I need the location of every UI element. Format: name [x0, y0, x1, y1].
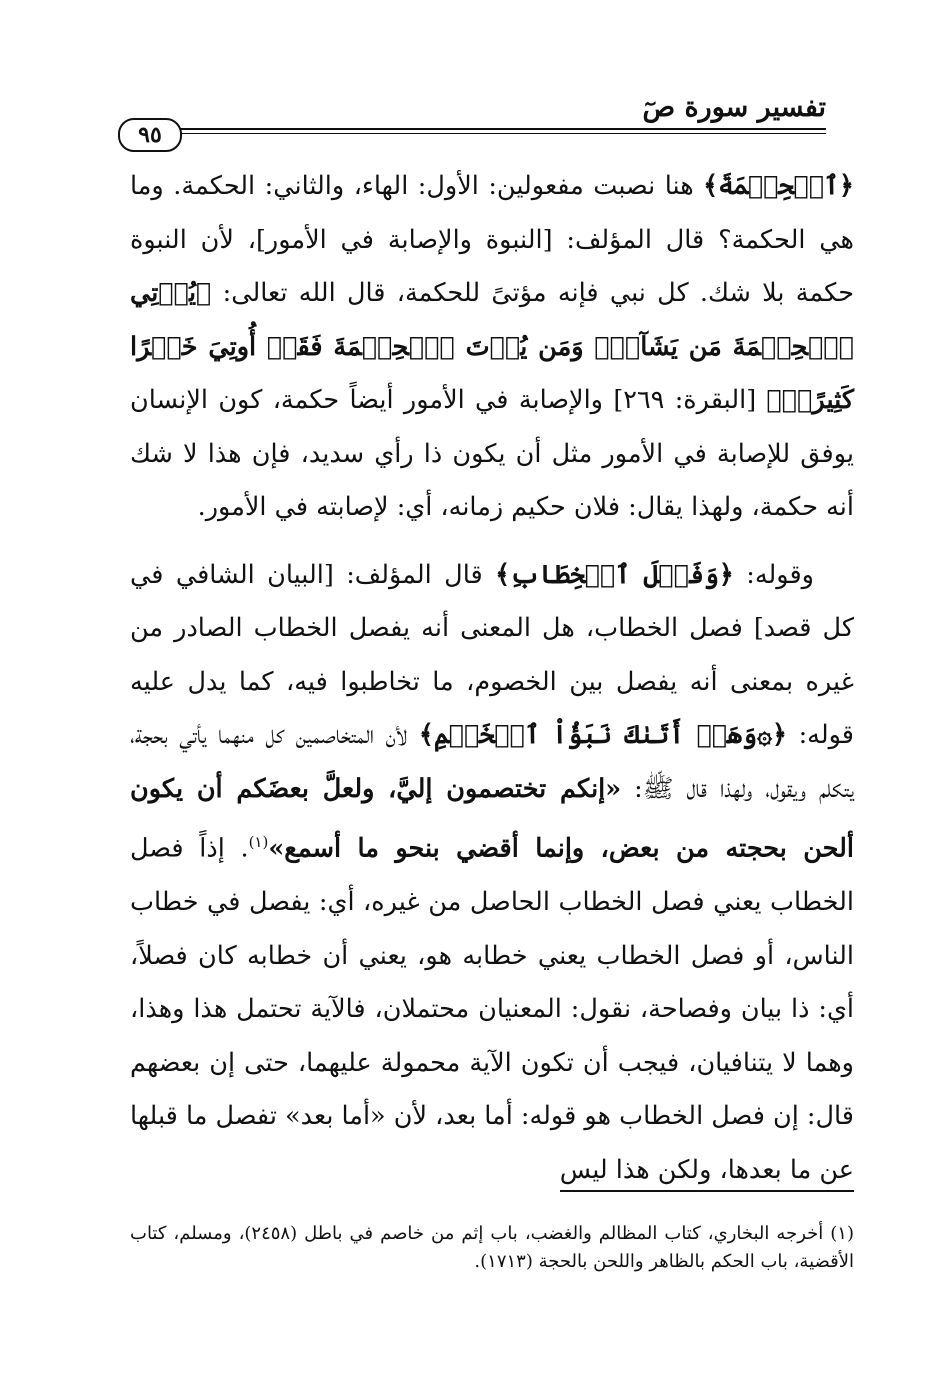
page-number-badge: ٩٥ — [118, 118, 182, 152]
quran-quote: ﴿ٱلۡحِكۡمَةَ﴾ — [703, 171, 854, 201]
header-rule — [178, 128, 826, 134]
footnote-reference[interactable]: (١) — [248, 833, 269, 851]
text-run: وقوله: — [733, 559, 814, 590]
body-text — [130, 160, 854, 1197]
footnotes — [130, 1220, 854, 1276]
paragraph-2 — [130, 549, 854, 1198]
text-run: [البقرة: ٢٦٩] والإصابة في الأمور أيضاً حكمة، كون الإنسان يوفق للإصابة في الأمور مثل أن يكون ذا رأي سديد، فإن هذا لا شك أنه حكمة، ولهذا يقال: فلان حكيم زمانه، أي: لإصابته في الأمور. — [130, 385, 854, 522]
text-run: لأن المتخاصمين كل منهما يأتي بحجة، يتكلم ويقول، ولهذا قال ﷺ: — [130, 720, 854, 804]
text-run: هنا نصبت مفعولين: الأول: الهاء، والثاني: الحكمة. وما هي الحكمة؟ قال المؤلف: [النبوة والإصابة في الأمور]، لأن النبوة حكمة بلا شك. كل نبي فإنه مؤتىً للحكمة، قال الله تعالى: — [130, 171, 854, 308]
quran-quote: ﴿وَفَصۡلَ ٱلۡخِطَابِ﴾ — [495, 559, 734, 590]
page-header-title: تفسير سورة صٓ — [642, 92, 826, 123]
hadith-quote: «إنكم تختصمون إليَّ، ولعلَّ بعضَكم أن يكون ألحن بحجته من بعض، وإنما أقضي بنحو ما أسمع» — [130, 773, 854, 864]
footnote-rule — [560, 1190, 854, 1192]
paragraph-1 — [130, 160, 854, 535]
quran-quote: ﴿يُؤۡتِي ٱلۡحِكۡمَةَ مَن يَشَآءُۚ وَمَن يُؤۡتَ ٱلۡحِكۡمَةَ فَقَدۡ أُوتِيَ خَيۡرًا كَثِيرًاۗ﴾ — [130, 278, 854, 415]
text-run: قال المؤلف: [البيان الشافي في كل قصد] فصل الخطاب، هل المعنى أنه يفصل الخطاب الصادر من غيره بمعنى أنه يفصل بين الخصوم، ما تخاطبوا فيه، كما يدل عليه قوله: — [130, 559, 854, 750]
quran-quote: ﴿۞وَهَلۡ أَتَىٰكَ نَبَؤُاْ ٱلۡخَصۡمِ﴾ — [418, 720, 787, 750]
footnote-1: (١) أخرجه البخاري، كتاب المظالم والغضب، باب إثم من خاصم في باطل (٢٤٥٨)، ومسلم، كتاب الأقضية، باب الحكم بالظاهر واللحن بالحجة (١٧١٣). — [130, 1223, 854, 1272]
text-run: . إذاً فصل الخطاب يعني فصل الخطاب الحاصل من غيره، أي: يفصل في خطاب الناس، أو فصل الخطاب يعني خطابه هو، يعني أن خطابه كان فصلاً، أي: ذا بيان وفصاحة، نقول: المعنيان محتملان، فالآية تحتمل هذا وهذا، وهما لا يتنافيان، فيجب أن تكون الآية محمولة عليهما، حتى إن بعضهم قال: إن فصل الخطاب هو قوله: أما بعد، لأن «أما بعد» تفصل ما قبلها عن ما بعدها، ولكن هذا ليس — [130, 833, 854, 1185]
